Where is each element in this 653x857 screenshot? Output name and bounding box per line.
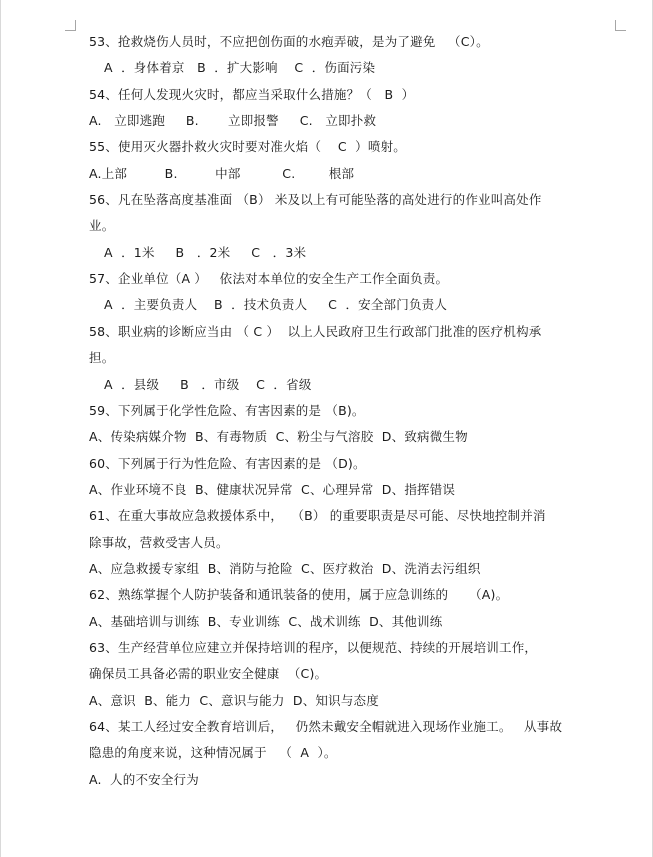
margin-corner-mark — [65, 20, 76, 31]
question-64: 64、某工人经过安全教育培训后， 仍然未戴安全帽就进入现场作业施工。 从事故 — [89, 719, 563, 734]
question-62: 62、熟练掌握个人防护装备和通讯装备的使用，属于应急训练的 （A)。 — [89, 587, 509, 602]
margin-corner-mark — [615, 20, 626, 31]
options-61: A、应急救援专家组 B、消防与抢险 C、医疗救治 D、洗消去污组织 — [89, 561, 481, 576]
question-64-cont: 隐患的角度来说，这种情况属于 （ A ）。 — [89, 745, 337, 760]
options-64: A. 人的不安全行为 — [89, 772, 199, 787]
question-53: 53、抢救烧伤人员时，不应把创伤面的水疱弄破，是为了避免 （C）。 — [89, 34, 489, 49]
question-55: 55、使用灭火器扑救火灾时要对准火焰（ C ）喷射。 — [89, 139, 406, 154]
options-62: A、基础培训与训练 B、专业训练 C、战术训练 D、其他训练 — [89, 614, 443, 629]
options-57: A ．主要负责人 B ．技术负责人 C ．安全部门负责人 — [104, 297, 448, 312]
options-55: A.上部 B. 中部 C. 根部 — [89, 166, 355, 181]
options-53: A ．身体着京 B ．扩大影响 C ．伤面污染 — [104, 60, 376, 75]
question-60: 60、下列属于行为性危险、有害因素的是 （D)。 — [89, 456, 366, 471]
options-56: A ．1米 B ．2米 C ．3米 — [104, 245, 307, 260]
question-56: 56、凡在坠落高度基准面 （B） 米及以上有可能坠落的高处进行的作业叫高处作 — [89, 192, 542, 207]
question-58-cont: 担。 — [89, 350, 115, 365]
question-61: 61、在重大事故应急救援体系中， （B） 的重要职责是尽可能、尽快地控制并消 — [89, 508, 546, 523]
options-59: A、传染病媒介物 B、有毒物质 C、粉尘与气溶胶 D、致病微生物 — [89, 429, 468, 444]
options-54: A. 立即逃跑 B. 立即报警 C. 立即扑救 — [89, 113, 377, 128]
question-54: 54、任何人发现火灾时，都应当采取什么措施？（ B ） — [89, 87, 415, 102]
question-58: 58、职业病的诊断应当由 （ C ） 以上人民政府卫生行政部门批准的医疗机构承 — [89, 324, 542, 339]
question-57: 57、企业单位（A ） 依法对本单位的安全生产工作全面负责。 — [89, 271, 449, 286]
options-60: A、作业环境不良 B、健康状况异常 C、心理异常 D、指挥错误 — [89, 482, 456, 497]
question-63: 63、生产经营单位应建立并保持培训的程序，以便规范、持续的开展培训工作， — [89, 640, 538, 655]
question-59: 59、下列属于化学性危险、有害因素的是 （B)。 — [89, 403, 365, 418]
options-58: A ．县级 B ．市级 C ．省级 — [104, 377, 312, 392]
question-56-cont: 业。 — [89, 218, 115, 233]
question-63-cont: 确保员工具备必需的职业安全健康 （C)。 — [89, 666, 328, 681]
options-63: A、意识 B、能力 C、意识与能力 D、知识与态度 — [89, 693, 379, 708]
question-61-cont: 除事故，营救受害人员。 — [89, 535, 229, 550]
